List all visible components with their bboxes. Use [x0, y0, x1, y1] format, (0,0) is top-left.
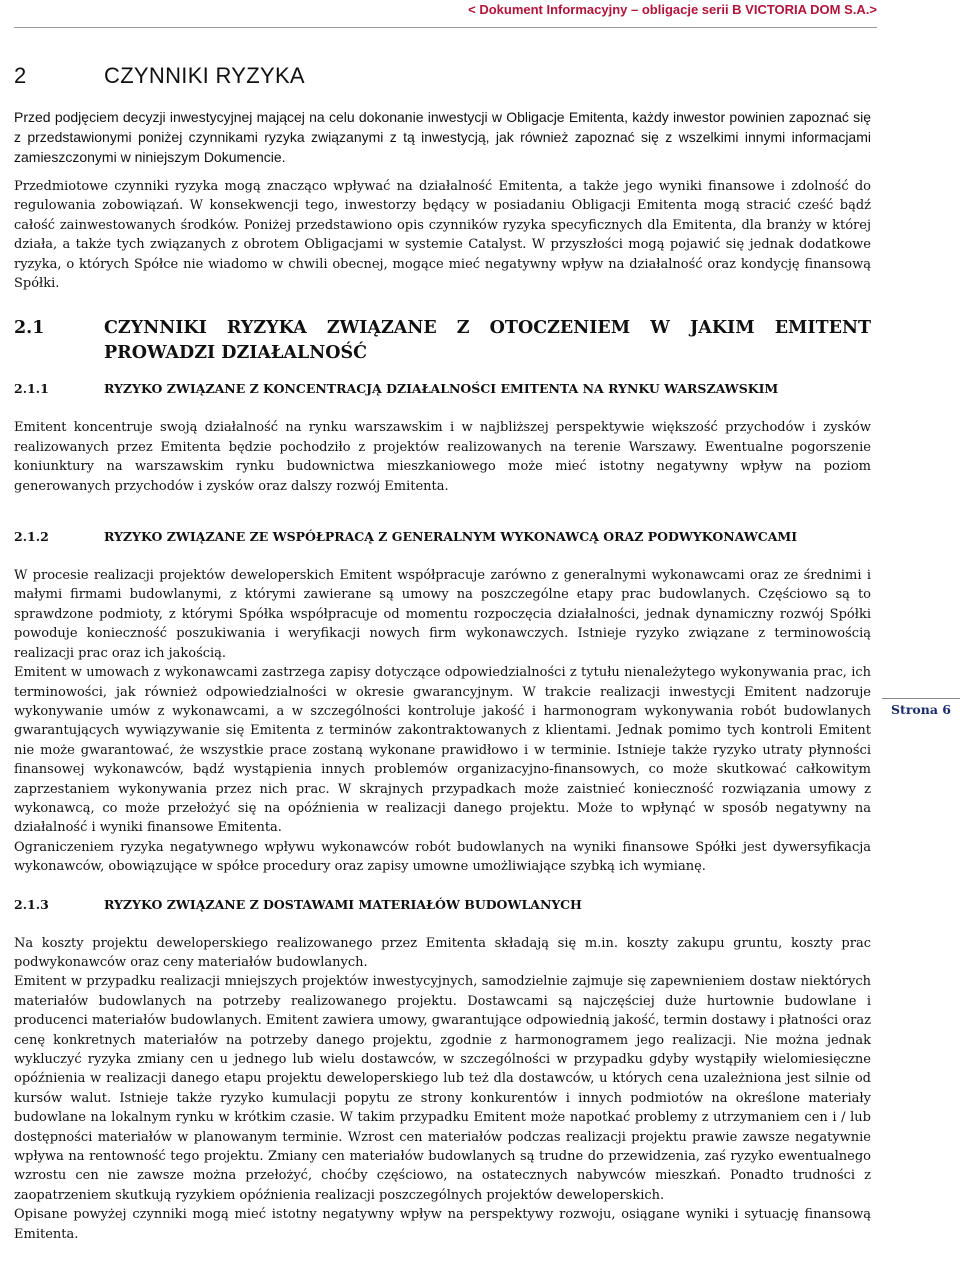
risk-number: 2.1.1 — [14, 381, 49, 397]
risk-paragraph: Na koszty projektu deweloperskiego realizowanego przez Emitenta składają się m.in. koszty zakupu gruntu, koszty prac podwykonawców oraz ceny materiałów budowlanych. — [14, 935, 871, 970]
risk-title: RYZYKO ZWIĄZANE ZE WSPÓŁPRACĄ Z GENERALNYM WYKONAWCĄ ORAZ PODWYKONAWCAMI — [104, 529, 798, 545]
risk-paragraph: W procesie realizacji projektów deweloperskich Emitent współpracuje zarówno z generalnymi wykonawcami oraz ze średnimi i małymi firmami budowlanymi, z którymi zawierane są umowy na poszczególne etapy prac budowlanych. Częściowo są to sprawdzone podmioty, z którymi Spółka współpracuje od momentu rozpoczęcia działalności, jednak dynamiczny rozwój Spółki powoduje konieczność poszukiwania i weryfikacji nowych firm wykonawczych. Istnieje ryzyko związane z terminowością realizacji prac oraz ich jakością. — [14, 568, 871, 661]
page-content — [14, 60, 871, 1244]
subsection-number: 2.1 — [14, 318, 45, 339]
risk-number: 2.1.3 — [14, 896, 49, 912]
risk-paragraph: Ograniczeniem ryzyka negatywnego wpływu wykonawców robót budowlanych na wyniki finansowe Spółki jest dywersyfikacja wykonawców, obowiązujące w spółce procedury oraz zapisy umowne umożliwiające szybką ich wymianę. — [14, 839, 871, 875]
subsection-heading — [14, 316, 871, 366]
page-number-label: Strona 6 — [882, 698, 960, 717]
section-number: 2 — [14, 63, 27, 88]
risk-heading — [14, 896, 871, 914]
risk-paragraph: Emitent w przypadku realizacji mniejszych projektów inwestycyjnych, samodzielnie zajmuje się zapewnieniem dostaw niektórych materiałów budowlanych na potrzeby realizowanego projektu. Dostawcami są najczęściej duże hurtownie budowlane i producenci materiałów budowlanych. Emitent zawiera umowy, gwarantujące odpowiednią jakość, termin dostawy i płatności oraz cenę konkretnych materiałów na potrzeby danego projektu, zgodnie z harmonogramem jego realizacji. Nie można jednak wykluczyć ryzyka zmiany cen u jednego lub wielu dostawców, w szczególności w przypadku gdyby wystąpiły wielomiesięczne opóźnienia w realizacji danego etapu projektu deweloperskiego lub też dla dostawców, u których cena uzależniona jest silnie od kursów walut. Istnieje także ryzyko kumulacji popytu ze strony konkurentów i innych podmiotów na określone materiały budowlane na lokalnym rynku w krótkim czasie. W takim przypadku Emitent może napotkać problemy z utrzymaniem cen i / lub dostępności materiałów w planowanym terminie. Wzrost cen materiałów podczas realizacji projektu prawie zawsze negatywnie wpływa na rentowność tego projektu. Zmiany cen materiałów budowlanych są trudne do przewidzenia, zaś ryzyko ewentualnego wzrostu cen nie zawsze można przełożyć, choćby częściowo, na ostatecznych nabywców mieszkań. Ponadto trudności z zaopatrzeniem skutkują ryzykiem opóźnienia realizacji poszczególnych projektów deweloperskich. — [14, 974, 871, 1203]
risk-number: 2.1.2 — [14, 529, 49, 545]
risk-paragraph: Emitent w umowach z wykonawcami zastrzega zapisy dotyczące odpowiedzialności z tytułu nienależytego wykonywania prac, ich terminowości, jak również odpowiedzialności w okresie gwarancyjnym. W trakcie realizacji inwestycji Emitent nadzoruje wykonywanie umów z wykonawcami, a w szczególności kontroluje jakość i harmonogram wykonywania robót budowlanych gwarantujących wywiązywanie się Emitenta z terminów zakontraktowanych z klientami. Jednak pomimo tych kontroli Emitent nie może gwarantować, że wszystkie prace zostaną wykonane prawidłowo i w terminie. Istnieje także ryzyko utraty płynności finansowej wykonawców, bądź wystąpienia innych problemów organizacyjno-finansowych, co może skutkować całkowitym zaprzestaniem wykonywania przez nich prac. W skrajnych przypadkach może zaistnieć konieczność rozwiązania umowy z wykonawcą, co może przełożyć się na opóźnienia w realizacji danego projektu. Może to wpłynąć w sposób negatywny na działalność i wyniki finansowe Emitenta. — [14, 665, 871, 836]
document-header: < Dokument Informacyjny – obligacje serii B VICTORIA DOM S.A.> — [468, 2, 877, 17]
header-divider — [14, 27, 877, 28]
risk-heading — [14, 528, 871, 546]
intro-paragraph: Przed podjęciem decyzji inwestycyjnej mającej na celu dokonanie inwestycji w Obligacje Emitenta, każdy inwestor powinien zapoznać się z przedstawionymi poniżej czynnikami ryzyka związanymi z tą inwestycją, jak również zapoznać się z wszelkimi innymi informacjami zamieszczonymi w niniejszym Dokumencie. — [14, 109, 871, 165]
intro-paragraph: Przedmiotowe czynniki ryzyka mogą znacząco wpływać na działalność Emitenta, a także jego wyniki finansowe i zdolność do regulowania zobowiązań. W konsekwencji tego, inwestorzy będący w posiadaniu Obligacji Emitenta mogą stracić cześć bądź całość zainwestowanych środków. Poniżej przedstawiono opis czynników ryzyka specyficznych dla Emitenta, dla branży w której działa, a także tych związanych z obrotem Obligacjami w systemie Catalyst. W przyszłości mogą pojawić się jednak dodatkowe ryzyka, o których Spółce nie wiadomo w chwili obecnej, mogące mieć negatywny wpływ na działalność oraz kondycję finansową Spółki. — [14, 179, 871, 292]
risk-title: RYZYKO ZWIĄZANE Z KONCENTRACJĄ DZIAŁALNOŚCI EMITENTA NA RYNKU WARSZAWSKIM — [104, 381, 779, 397]
risk-paragraph: Emitent koncentruje swoją działalność na rynku warszawskim i w najbliższej perspektywie większość przychodów i zysków realizowanych przez Emitenta będzie pochodziło z projektów realizowanych na terenie Warszawy. Ewentualne pogorszenie koniunktury na warszawskim rynku budownictwa mieszkaniowego może mieć istotny negatywny wpływ na poziom generowanych przychodów i zysków oraz dalszy rozwój Emitenta. — [14, 420, 871, 494]
subsection-title: CZYNNIKI RYZYKA ZWIĄZANE Z OTOCZENIEM W JAKIM EMITENT PROWADZI DZIAŁALNOŚĆ — [104, 318, 871, 364]
risk-title: RYZYKO ZWIĄZANE Z DOSTAWAMI MATERIAŁÓW BUDOWLANYCH — [104, 896, 582, 912]
risk-heading — [14, 380, 871, 398]
risk-paragraph: Opisane powyżej czynniki mogą mieć istotny negatywny wpływ na perspektywy rozwoju, osiągane wyniki i sytuację finansową Emitenta. — [14, 1207, 871, 1242]
section-heading — [14, 60, 871, 92]
section-title: CZYNNIKI RYZYKA — [104, 63, 305, 88]
